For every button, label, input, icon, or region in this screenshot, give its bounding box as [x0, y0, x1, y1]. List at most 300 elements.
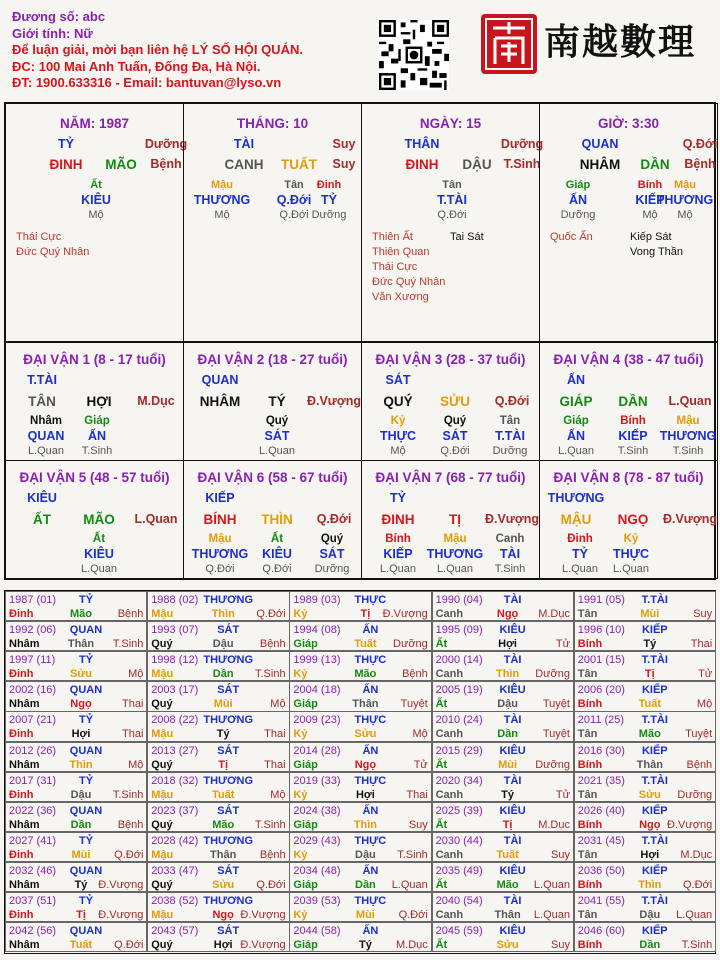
year-label: 2007 (21): [9, 714, 57, 727]
year-branch: Mùi: [71, 848, 91, 861]
dv-hidden-stage: L.Quan: [379, 563, 417, 575]
year-stage: Dưỡng: [535, 668, 570, 681]
year-branch: Ngọ: [70, 698, 92, 711]
year-stem: Kỷ: [293, 909, 308, 921]
year-stem: Kỷ: [293, 728, 308, 741]
year-branch: Hợi: [71, 728, 91, 741]
pillar-title: GIỜ: 3:30: [597, 116, 660, 131]
year-ten-god: SÁT: [217, 684, 240, 697]
year-stem: Bính: [577, 939, 603, 952]
year-stage: Tử: [413, 758, 428, 771]
year-cell: [289, 591, 431, 621]
year-ten-god: QUAN: [69, 684, 103, 697]
pillar-status: T.Sinh: [503, 157, 541, 171]
year-label: 2000 (14): [435, 654, 483, 667]
year-cell: [5, 651, 147, 681]
year-branch: Tị: [76, 909, 86, 921]
address: ĐC: 100 Mai Anh Tuấn, Đống Đa, Hà Nội.: [12, 58, 261, 74]
year-ten-god: TÀI: [503, 594, 522, 606]
year-cell: [432, 772, 574, 802]
hidden-ten-god: TỶ: [321, 193, 337, 207]
earthly-branch: MÃO: [105, 157, 137, 172]
year-branch: Mão: [638, 728, 661, 741]
dv-hidden-ten-god: KIÊU: [262, 547, 292, 561]
year-label: 2021 (35): [577, 774, 625, 787]
year-stem: Mậu: [151, 788, 174, 801]
phone-email[interactable]: ĐT: 1900.633316 - Email: bantuvan@lyso.vn: [12, 75, 282, 90]
year-label: 2001 (15): [577, 654, 625, 667]
year-label: 2017 (31): [9, 774, 57, 787]
dv-hidden-ten-god: SÁT: [442, 429, 468, 443]
dai-van-ten-god: KIẾP: [205, 491, 235, 505]
year-ten-god: SÁT: [217, 624, 240, 637]
dv-hidden-ten-god: T.TÀI: [495, 429, 525, 443]
year-ten-god: T.TÀI: [641, 654, 668, 667]
year-stem: Mậu: [151, 909, 174, 921]
year-label: 1999 (13): [293, 654, 341, 667]
hidden-ten-god: T.TÀI: [437, 193, 467, 207]
year-ten-god: T.TÀI: [641, 774, 668, 787]
year-label: 2030 (44): [435, 834, 483, 847]
year-stage: Đ.Vượng: [240, 909, 286, 921]
dai-van-branch: SỬU: [440, 394, 470, 409]
year-stage: Q.Đới: [256, 608, 286, 620]
year-ten-god: T.TÀI: [641, 714, 668, 727]
dai-van-branch: THÌN: [261, 512, 293, 527]
year-branch: Thìn: [495, 668, 520, 681]
year-branch: Dậu: [355, 848, 376, 861]
dai-van-cell: [361, 460, 540, 579]
year-cell: [432, 651, 574, 681]
year-stage: Mộ: [270, 788, 286, 801]
year-ten-god: THỰC: [354, 774, 387, 787]
year-cell: [147, 802, 289, 832]
dai-van-cell: [5, 342, 184, 461]
year-stage: Suy: [551, 848, 570, 861]
year-label: 2018 (32): [151, 774, 199, 787]
year-stem: Đinh: [9, 788, 34, 801]
year-label: 2044 (58): [293, 925, 341, 938]
year-ten-god: QUAN: [69, 925, 103, 938]
year-ten-god: KIẾP: [641, 744, 668, 757]
dv-hidden-stage: T.Sinh: [494, 563, 526, 575]
year-ten-god: SÁT: [217, 804, 240, 817]
year-label: 2020 (34): [435, 774, 483, 787]
earthly-branch: TUẤT: [281, 157, 317, 172]
year-cell: [289, 681, 431, 711]
year-stem: Nhâm: [9, 638, 40, 651]
year-label: 2035 (49): [435, 864, 483, 877]
year-label: 1993 (07): [151, 624, 199, 637]
dai-van-stem: BÍNH: [203, 512, 237, 527]
year-cell: [5, 591, 147, 621]
year-stage: Thai: [121, 698, 144, 711]
year-stem: Canh: [435, 909, 464, 921]
star-right: Tai Sát: [450, 231, 484, 243]
dv-hidden-stem: Mậu: [208, 533, 232, 545]
year-ten-god: THƯƠNG: [203, 654, 254, 667]
year-label: 2022 (36): [9, 804, 57, 817]
hidden-stem: Mậu: [674, 179, 696, 191]
year-stage: Mộ: [128, 668, 144, 681]
year-label: 2015 (29): [435, 744, 483, 757]
year-cell: [289, 711, 431, 741]
year-branch: Dậu: [212, 638, 234, 651]
year-branch: Mão: [70, 608, 92, 620]
year-cell: [5, 711, 147, 741]
dv-hidden-stage: L.Quan: [80, 563, 118, 575]
year-stem: Bính: [577, 638, 603, 651]
year-cell: [432, 832, 574, 862]
dai-van-title: ĐẠI VẬN 6 (58 - 67 tuổi): [197, 470, 348, 485]
year-label: 2027 (41): [9, 834, 57, 847]
year-label: 1991 (05): [577, 594, 625, 606]
qr-code-icon[interactable]: [379, 20, 449, 90]
dv-hidden-stem: Giáp: [84, 415, 110, 427]
year-cell: [574, 591, 716, 621]
year-label: 2010 (24): [435, 714, 483, 727]
hidden-ten-god: THƯƠNG: [193, 193, 251, 207]
dv-hidden-stem: Ất: [270, 533, 284, 545]
dai-van-ten-god: TỶ: [390, 491, 406, 505]
dv-hidden-stage: L.Quan: [557, 445, 595, 457]
pillar-cell: [361, 103, 544, 342]
owner-name: Đương số: abc: [12, 9, 106, 24]
year-stem: Đinh: [9, 909, 34, 921]
earthly-branch: DẦN: [640, 157, 670, 172]
year-stage: Suy: [551, 939, 570, 952]
dai-van-stem: ĐINH: [381, 512, 415, 527]
year-stem: Ất: [435, 939, 448, 952]
year-ten-god: TỶ: [78, 895, 94, 907]
year-branch: Tị: [360, 608, 371, 620]
year-stem: Giáp: [293, 638, 318, 651]
dv-hidden-ten-god: THƯƠNG: [426, 547, 484, 561]
year-ten-god: QUAN: [69, 624, 103, 637]
hidden-stem: Đinh: [316, 179, 342, 191]
year-label: 2031 (45): [577, 834, 625, 847]
year-stem: Tân: [577, 909, 598, 921]
year-stage: Bệnh: [686, 758, 713, 771]
year-label: 2036 (50): [577, 864, 625, 877]
dv-hidden-ten-god: TỶ: [572, 547, 588, 561]
year-branch: Sửu: [638, 788, 661, 801]
dv-hidden-stage: L.Quan: [436, 563, 474, 575]
star-left: Đức Quý Nhân: [16, 246, 90, 258]
dv-hidden-stage: L.Quan: [612, 563, 650, 575]
hidden-stem: Tân: [442, 179, 462, 191]
year-ten-god: KIÊU: [499, 684, 526, 697]
star-left: Thiên Ất: [372, 231, 413, 243]
year-label: 2039 (53): [293, 895, 341, 907]
year-stage: Suy: [408, 818, 428, 831]
year-cell: [5, 802, 147, 832]
year-stage: Đ.Vượng: [98, 878, 144, 891]
year-cell: [289, 621, 431, 651]
dai-van-stem: QUÝ: [383, 394, 413, 409]
year-cell: [147, 772, 289, 802]
year-branch: Tuất: [354, 638, 377, 651]
year-label: 2034 (48): [293, 864, 341, 877]
year-stem: Kỷ: [293, 668, 308, 681]
year-label: 2023 (37): [151, 804, 199, 817]
year-cell: [432, 591, 574, 621]
hidden-stem: Ất: [90, 179, 102, 191]
year-label: 2028 (42): [151, 834, 199, 847]
year-cell: [5, 862, 147, 892]
year-ten-god: THỰC: [354, 654, 387, 667]
year-stem: Canh: [435, 848, 464, 861]
year-cell: [147, 651, 289, 681]
year-ten-god: THƯƠNG: [203, 834, 254, 847]
year-stage: M.Dục: [538, 818, 570, 831]
hidden-ten-god: THƯƠNG: [656, 193, 714, 207]
dv-hidden-stem: Bính: [385, 533, 411, 545]
year-ten-god: QUAN: [69, 864, 103, 877]
year-ten-god: ẤN: [362, 925, 379, 938]
year-cell: [289, 772, 431, 802]
year-label: 2002 (16): [9, 684, 57, 697]
year-ten-god: T.TÀI: [641, 834, 668, 847]
year-cell: [289, 922, 431, 952]
dv-hidden-stem: Bính: [620, 415, 646, 427]
hidden-stem: Tân: [284, 179, 304, 191]
pillar-god-right: Dưỡng: [500, 137, 544, 151]
year-stem: Kỷ: [293, 608, 308, 620]
hidden-ten-god: KIÊU: [81, 193, 111, 207]
year-ten-god: THỰC: [354, 594, 387, 606]
dv-hidden-stem: Quý: [265, 415, 289, 427]
year-label: 1998 (12): [151, 654, 199, 667]
dai-van-ten-god: T.TÀI: [27, 373, 57, 387]
year-branch: Tý: [643, 638, 657, 651]
year-stage: Mộ: [270, 698, 286, 711]
year-stem: Nhâm: [9, 758, 40, 771]
year-cell: [574, 832, 716, 862]
year-stage: Q.Đới: [114, 848, 144, 861]
year-label: 1989 (03): [293, 594, 341, 606]
hidden-stem: Mậu: [211, 179, 233, 191]
year-ten-god: T.TÀI: [641, 594, 668, 606]
dv-hidden-stem: Mậu: [443, 533, 467, 545]
year-branch: Mùi: [640, 608, 660, 620]
dai-van-title: ĐẠI VẬN 3 (28 - 37 tuổi): [375, 352, 526, 367]
year-stage: T.Sinh: [112, 638, 144, 651]
year-cell: [574, 742, 716, 772]
year-stage: Suy: [693, 608, 713, 620]
year-stem: Đinh: [9, 728, 34, 741]
year-label: 2025 (39): [435, 804, 483, 817]
dv-hidden-stem: Đinh: [567, 533, 593, 545]
heavenly-stem: NHÂM: [579, 157, 621, 172]
dv-hidden-stem: Nhâm: [30, 415, 62, 427]
heavenly-stem: ĐINH: [49, 157, 83, 172]
year-stage: Bệnh: [259, 848, 286, 861]
year-stage: L.Quan: [533, 878, 570, 891]
year-stem: Ất: [435, 638, 448, 651]
dv-hidden-ten-god: KIẾP: [618, 429, 648, 443]
dv-hidden-stage: Dưỡng: [314, 563, 350, 575]
dai-van-title: ĐẠI VẬN 7 (68 - 77 tuổi): [375, 470, 526, 485]
dv-hidden-stage: Mộ: [390, 445, 406, 457]
year-stem: Đinh: [9, 848, 34, 861]
dai-van-stem: ẤT: [33, 512, 51, 527]
dv-hidden-stage: Q.Đới: [205, 563, 235, 575]
year-ten-god: THỰC: [354, 714, 387, 727]
pillar-god-right: Suy: [332, 137, 356, 151]
year-cell: [5, 832, 147, 862]
year-label: 2006 (20): [577, 684, 625, 697]
year-ten-god: TÀI: [503, 654, 522, 667]
year-cell: [147, 711, 289, 741]
year-cell: [574, 711, 716, 741]
star-left: Thiên Quan: [372, 246, 430, 258]
year-stem: Ất: [435, 818, 448, 831]
year-ten-god: KIÊU: [499, 925, 526, 938]
year-branch: Mão: [212, 818, 235, 831]
star-left: Thái Cực: [372, 261, 418, 273]
dai-van-ten-god: KIÊU: [27, 491, 57, 505]
year-stage: Tử: [555, 788, 570, 801]
brand-title: 南越數理: [544, 21, 697, 63]
year-stage: Tuyệt: [542, 698, 570, 711]
year-ten-god: T.TÀI: [641, 895, 668, 907]
dv-hidden-stage: T.Sinh: [672, 445, 704, 457]
year-stage: Đ.Vượng: [382, 608, 428, 620]
dai-van-status: L.Quan: [668, 394, 712, 408]
year-cell: [432, 742, 574, 772]
year-stage: T.Sinh: [255, 818, 286, 831]
year-ten-god: ẤN: [362, 864, 379, 877]
bazi-chart: [4, 102, 716, 580]
year-ten-god: TỶ: [78, 834, 94, 847]
year-branch: Tị: [644, 668, 655, 681]
year-label: 2026 (40): [577, 804, 625, 817]
year-ten-god: KIÊU: [499, 864, 526, 877]
dai-van-title: ĐẠI VẬN 4 (38 - 47 tuổi): [553, 352, 704, 367]
year-ten-god: QUAN: [69, 804, 103, 817]
year-stem: Quý: [151, 818, 173, 831]
year-branch: Dần: [639, 939, 661, 952]
year-stem: Nhâm: [9, 878, 40, 891]
year-stage: Bệnh: [117, 608, 144, 620]
dai-van-title: ĐẠI VẬN 8 (78 - 87 tuổi): [553, 470, 704, 485]
pillar-title: NĂM: 1987: [59, 116, 130, 131]
pillar-status: Bệnh: [150, 157, 182, 171]
year-label: 2032 (46): [9, 864, 57, 877]
star-right: Kiếp Sát: [630, 231, 672, 243]
dai-van-ten-god: THƯƠNG: [547, 491, 605, 505]
year-stem: Quý: [151, 758, 173, 771]
year-cell: [289, 862, 431, 892]
year-branch: Dậu: [497, 698, 518, 711]
year-cell: [574, 651, 716, 681]
dv-hidden-ten-god: KIẾP: [383, 547, 413, 561]
hidden-stage: Q.Đới: [437, 209, 467, 221]
year-ten-god: KIẾP: [641, 804, 668, 817]
year-stage: Bệnh: [402, 668, 428, 681]
pillar-god-right: Q.Đới: [682, 137, 718, 151]
year-label: 2009 (23): [293, 714, 341, 727]
pillar-status: Suy: [332, 157, 356, 171]
year-stage: Thai: [121, 728, 144, 741]
year-stem: Mậu: [151, 668, 174, 681]
pillar-status: Bệnh: [684, 157, 716, 171]
year-stem: Bính: [577, 758, 603, 771]
year-cell: [147, 621, 289, 651]
year-stem: Kỷ: [293, 848, 308, 861]
year-cell: [289, 742, 431, 772]
dv-hidden-stem: Kỷ: [623, 533, 639, 545]
year-ten-god: THƯƠNG: [203, 594, 254, 606]
year-label: 2008 (22): [151, 714, 199, 727]
year-branch: Ngọ: [354, 758, 377, 771]
year-cell: [147, 742, 289, 772]
year-branch: Tuất: [496, 848, 519, 861]
year-branch: Dần: [212, 668, 234, 681]
year-stem: Giáp: [293, 939, 318, 952]
dai-van-stem: NHÂM: [199, 394, 241, 409]
pillar-god-left: THÂN: [404, 137, 440, 151]
year-label: 1995 (09): [435, 624, 483, 637]
year-ten-god: TỶ: [78, 774, 94, 787]
year-ten-god: ẤN: [362, 744, 379, 757]
dv-hidden-ten-god: ẤN: [566, 429, 586, 443]
year-cell: [289, 802, 431, 832]
year-stem: Tân: [577, 788, 598, 801]
dv-hidden-stem: Kỷ: [390, 415, 406, 427]
year-branch: Tý: [216, 728, 230, 741]
year-ten-god: SÁT: [217, 925, 240, 938]
year-stage: Mộ: [412, 728, 428, 741]
dv-hidden-stem: Giáp: [563, 415, 589, 427]
year-stage: Tuyệt: [400, 698, 428, 711]
year-ten-god: THƯƠNG: [203, 714, 254, 727]
pillar-title: NGÀY: 15: [419, 116, 482, 131]
year-label: 1990 (04): [435, 594, 483, 606]
year-label: 1988 (02): [151, 594, 199, 606]
dai-van-ten-god: SÁT: [385, 373, 411, 387]
dv-hidden-stem: Quý: [443, 415, 467, 427]
year-branch: Ngọ: [639, 818, 661, 831]
year-ten-god: KIẾP: [641, 684, 668, 697]
dai-van-cell: [5, 460, 184, 579]
year-label: 2013 (27): [151, 744, 199, 757]
year-branch: Ngọ: [496, 608, 519, 620]
dv-hidden-ten-god: THỰC: [379, 429, 417, 443]
year-stem: Tân: [577, 668, 598, 681]
year-label: 2045 (59): [435, 925, 483, 938]
contact-note: Để luận giải, mời bạn liên hệ LÝ SỐ HỘI QUÁN.: [12, 42, 303, 57]
year-cell: [432, 802, 574, 832]
year-ten-god: ẤN: [362, 624, 379, 637]
year-ten-god: TỶ: [78, 594, 94, 606]
year-cell: [432, 862, 574, 892]
dv-hidden-stem: Tân: [499, 415, 521, 427]
year-branch: Mùi: [355, 909, 375, 921]
dai-van-branch: TỊ: [449, 512, 461, 527]
year-branch: Sửu: [69, 668, 93, 681]
dv-hidden-stem: Ất: [92, 533, 106, 545]
year-stem: Bính: [577, 698, 603, 711]
pillar-god-left: TÀI: [233, 137, 255, 151]
pillar-title: THÁNG: 10: [236, 116, 309, 131]
pillar-cell: [5, 103, 188, 342]
year-stage: Q.Đới: [682, 878, 713, 891]
year-cell: [147, 862, 289, 892]
year-label: 2024 (38): [293, 804, 341, 817]
year-label: 2011 (25): [577, 714, 625, 727]
